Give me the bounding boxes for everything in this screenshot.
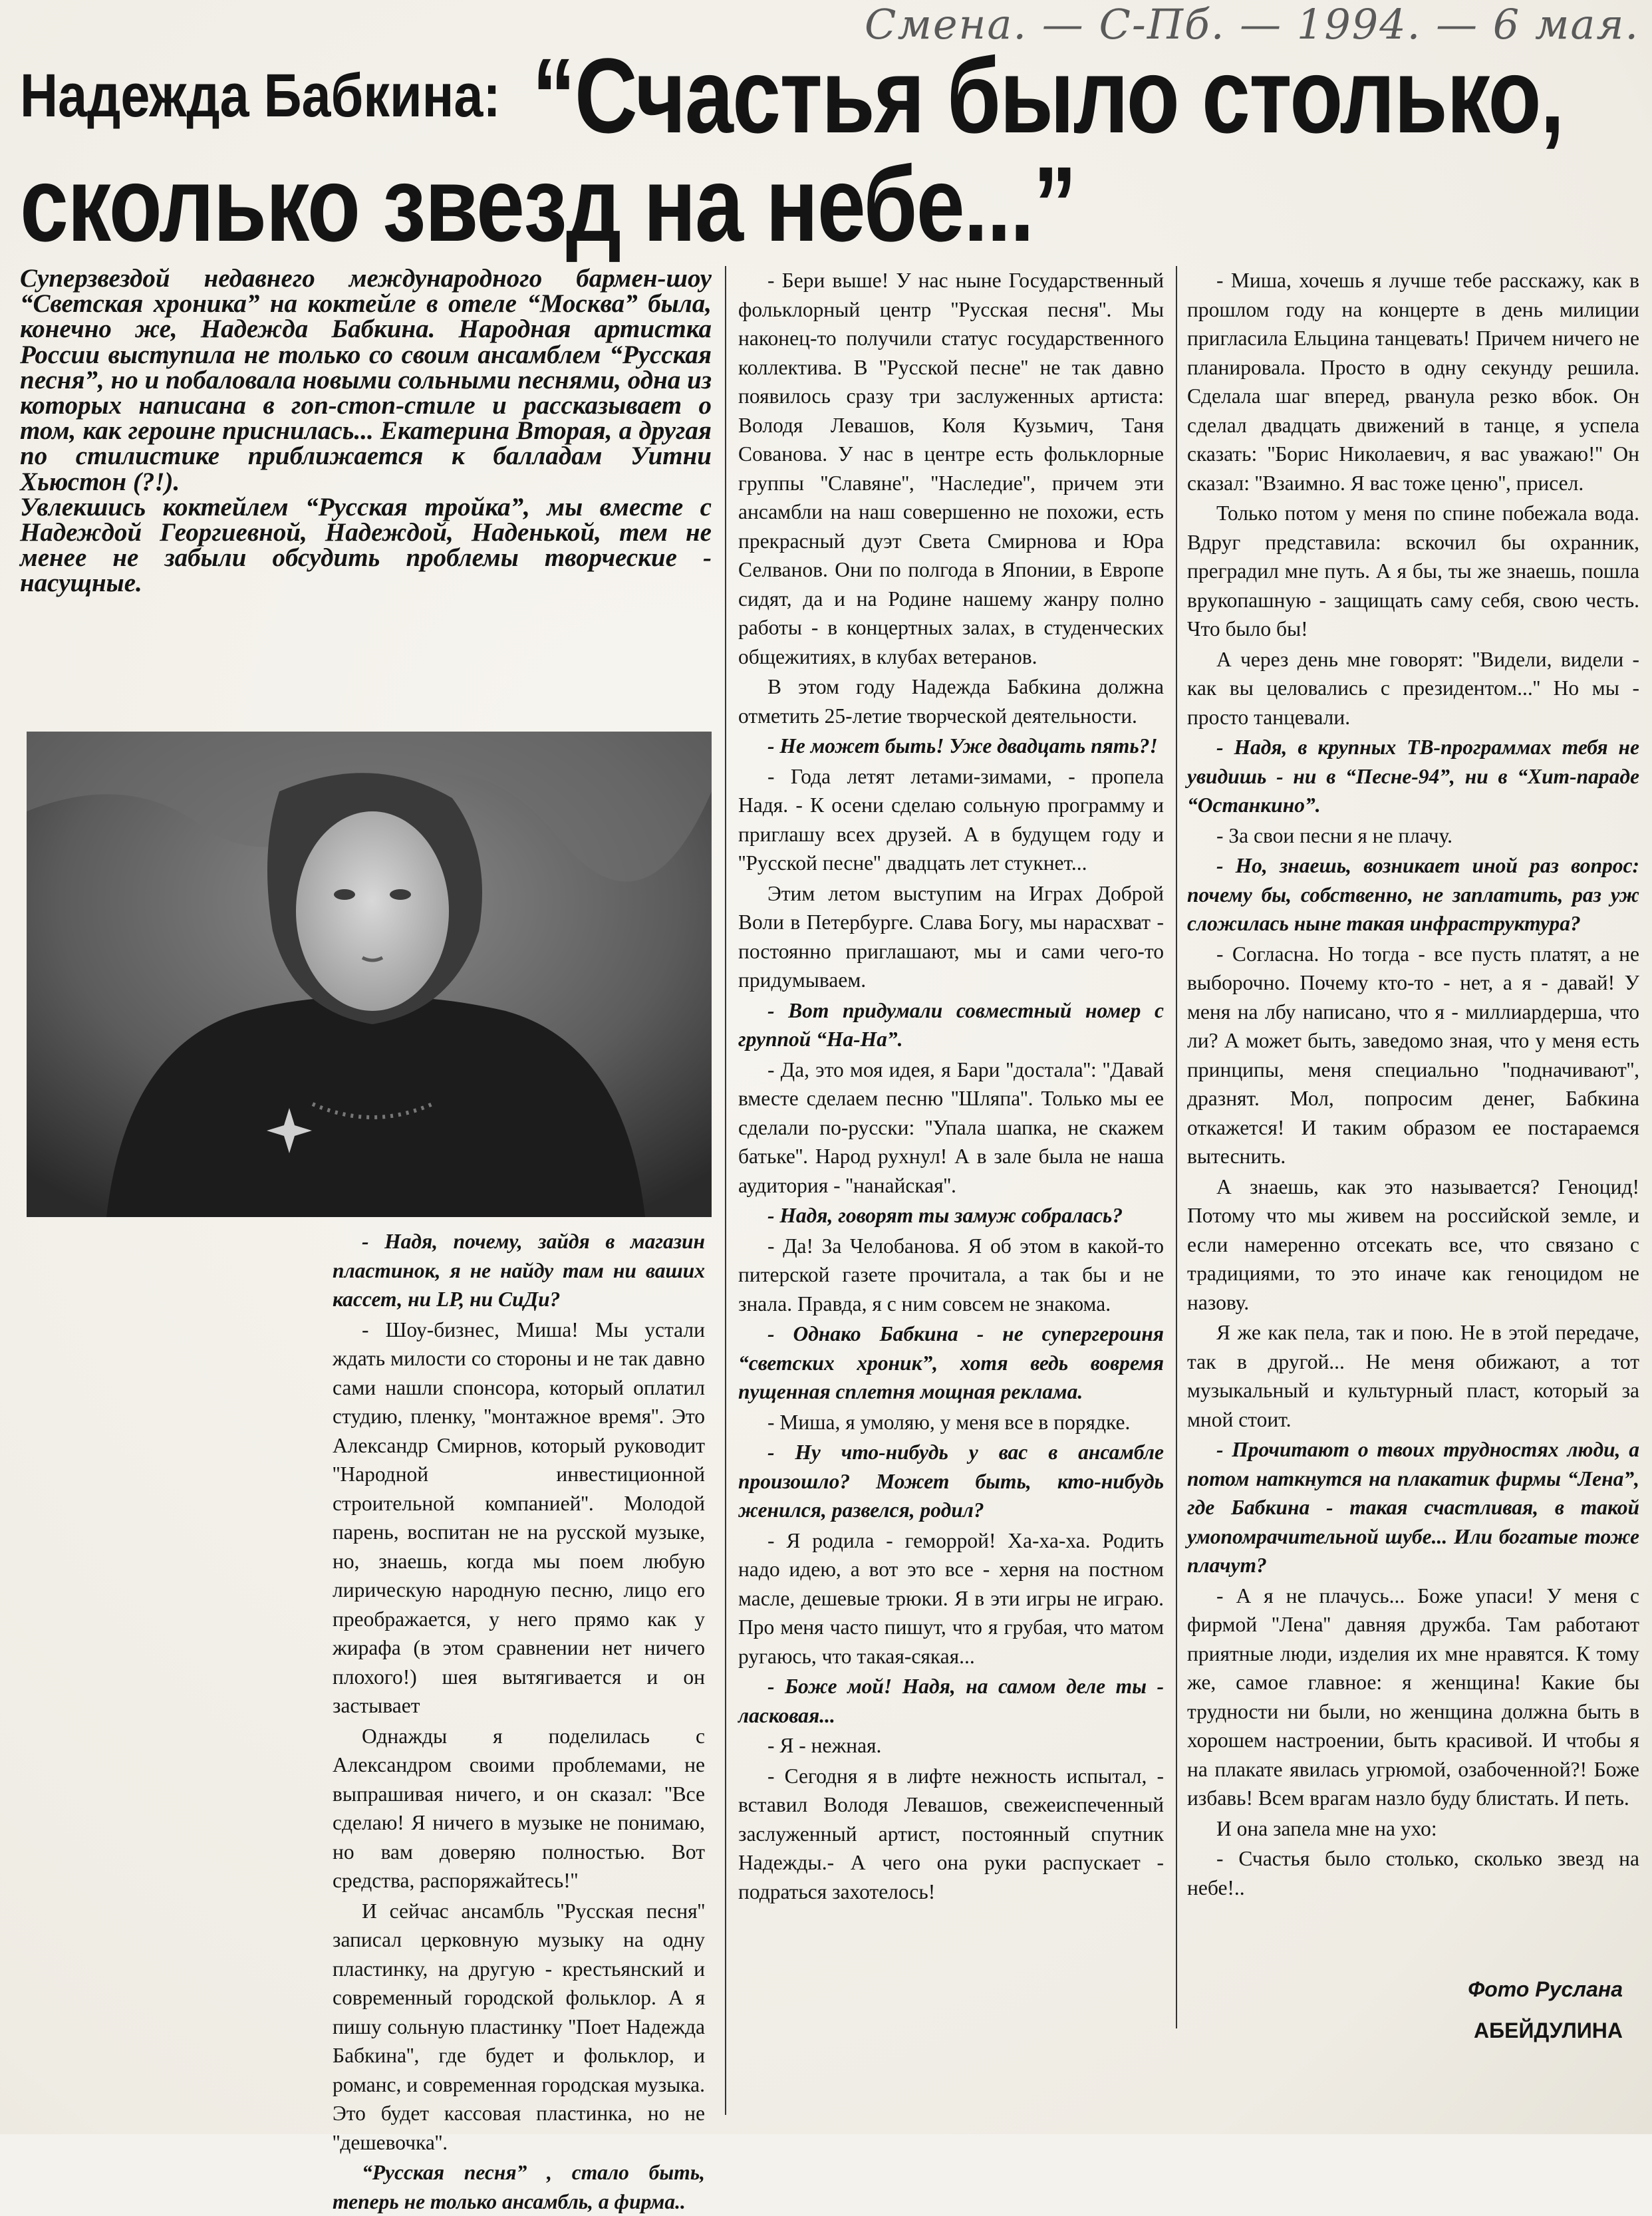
column-divider-1 — [725, 266, 726, 2115]
answer-paragraph: - Я - нежная. — [767, 1734, 882, 1757]
answer-paragraph: - А я не плачусь... Боже упаси! У меня с фирмой ''Лена'' давняя дружба. Там работают приятные люди, изделия их мне нравятся. К тому же, самое главное: я женщина! Какие бы трудности ни были, но женщина должна быть в хорошем настроении, быть красивой. И чтобы я на плакате явилась угрюмой, озабоченной?! Боже избавь! Всем врагам назло буду блистать. И петь. — [1187, 1584, 1639, 1810]
portrait-photo — [27, 732, 712, 1217]
lead-text-2: Увлекшись коктейлем “Русская тройка”, мы вместе с Надеждой Георгиевной, Надеждой, Наденькой, тем не менее не забыли обсудить проблемы творческие - насущные. — [20, 492, 712, 598]
column-divider-2 — [1176, 266, 1177, 2028]
answer-paragraph: - Сегодня я в лифте нежность испытал, - вставил Володя Левашов, свежеиспеченный заслуженный артист, постоянный спутник Надежды.- А чего она руки распускает - подраться захотелось! — [738, 1764, 1164, 1903]
article-column-3 — [1187, 266, 1639, 2028]
answer-paragraph: А через день мне говорят: ''Видели, видели - как вы целовались с президентом...'' Но мы - просто танцевали. — [1187, 647, 1639, 729]
answer-paragraph: - Шоу-бизнес, Миша! Мы устали ждать милости со стороны и не так давно сами нашли спонсора, который оплатил студию, пленку, ''монтажное время''. Это Александр Смирнов, который руководит ''Народной инвестиционной строительной компанией''. Молодой парень, воспитан не на русской музыке, но, знаешь, когда мы поем любую лирическую народную песню, лицо его преображается, у него прямо как у жирафа (в этом сравнении нет ничего плохого!) шея вытягивается и он застывает — [333, 1317, 705, 1717]
answer-paragraph: И она запела мне на ухо: — [1216, 1816, 1437, 1840]
answer-paragraph: - Бери выше! У нас ныне Государственный фольклорный центр ''Русская песня''. Мы наконец-то получили статус государственного коллектива. В ''Русской песне'' не так давно появилось сразу три заслуженных артиста: Володя Левашов, Коля Кузьмич, Таня Сованова. У нас в центре есть фольклорные группы ''Славяне'', ''Наследие'', причем эти ансамбли на наш совершенно не похожи, есть прекрасный дуэт Света Смирнова и Юра Селванов. Они по полгода в Японии, в Европе сидят, да и на Родине нашему жанру полно работы - в концертных залах, в студенческих общежитиях, в клубах ветеранов. — [738, 269, 1164, 668]
lead-text-1: Суперзвездой недавнего международного бармен-шоу “Светская хроника” на коктейле в отеле “Москва” была, конечно же, Надежда Бабкина. Народная артистка России выступила не только со своим ансамблем “Русская песня”, но и побаловала новыми сольными песнями, одна из которых написана в гоп-стоп-стиле и рассказывает о том, как героине приснилась... Екатерина Вторая, а другая по стилистике приближается к балладам Уитни Хьюстон (?!). — [20, 264, 712, 496]
headline-quote-part-1: “Счастья было столько, — [532, 36, 1564, 155]
headline-name: Надежда Бабкина: — [20, 62, 501, 130]
article-column-2 — [738, 266, 1164, 2115]
answer-paragraph: - Я родила - геморрой! Ха-ха-ха. Родить надо идею, а вот это все - херня на постном масле, дешевые трюки. Я в эти игры не играю. Про меня часто пишут, что я грубая, что матом ругаюсь, что такая-сякая... — [738, 1528, 1164, 1668]
article-column-1 — [333, 1227, 705, 2213]
answer-paragraph: - Да, это моя идея, я Бари ''достала'': ''Давай вместе сделаем песню ''Шляпа''. Только мы ее сделали по-русски: ''Упала шапка, не скажем батьке''. Народ рухнул! А в зале была не наша аудитория - ''нанайская''. — [738, 1057, 1164, 1197]
headline-line-2: сколько звезд на небе...” — [20, 144, 1076, 263]
portrait-photo-image — [27, 732, 712, 1217]
headline-line-1 — [20, 27, 1636, 155]
answer-paragraph: - Миша, хочешь я лучше тебе расскажу, как в прошлом году на концерте в день милиции пригласила Ельцина танцевать! Причем ничего не планировала. Просто в одну секунду решила. Сделала шаг вперед, рванула резко вбок. Он сделал двадцать движений в танце, я успела сказать: ''Борис Николаевич, я вас уважаю!'' Он сказал: ''Взаимно. Я вас тоже ценю'', присел. — [1187, 269, 1639, 495]
interviewer-question: - Не может быть! Уже двадцать пять?! — [767, 734, 1158, 758]
interviewer-question: “Русская песня” , стало быть, теперь не только ансамбль, а фирма.. — [333, 2161, 705, 2213]
answer-paragraph: Только потом у меня по спине побежала вода. Вдруг представила: вскочил бы охранник, преградил мне путь. А я бы, ты же знаешь, пошла врукопашную - защищать саму себя, свою честь. Что было бы! — [1187, 501, 1639, 640]
photo-credit — [1370, 1969, 1623, 2055]
answer-paragraph: Я же как пела, так и пою. Не в этой передаче, так в другой... Не меня обижают, а тот музыкальный и культурный пласт, который за мной стоит. — [1187, 1321, 1639, 1431]
photo-credit-line-1: Фото Руслана — [1468, 1977, 1623, 2001]
interviewer-question: - Вот придумали совместный номер с группой “На-На”. — [738, 998, 1164, 1051]
answer-paragraph: Однажды я поделилась с Александром своими проблемами, не выпрашивая ничего, и он сказал: ''Все сделаю! Я ничего в музыке не понимаю, но вам доверяю полностью. Вот средства, распоряжайтесь!'' — [333, 1724, 705, 1892]
interviewer-question: - Однако Бабкина - не супергероиня “светских хроник”, хотя ведь вовремя пущенная сплетня мощная реклама. — [738, 1322, 1164, 1403]
answer-paragraph: Этим летом выступим на Играх Доброй Воли в Петербурге. Слава Богу, мы нарасхват - постоянно приглашают, мы и сами чего-то придумываем. — [738, 881, 1164, 992]
interviewer-question: - Прочитают о твоих трудностях люди, а потом наткнутся на плакатик фирмы “Лена”, где Бабкина - такая счастливая, в такой умопомрачительной шубе... Или богатые тоже плачут? — [1187, 1438, 1639, 1577]
answer-paragraph: И сейчас ансамбль ''Русская песня'' записал церковную музыку на одну пластинку, на другую - крестьянский и современный городской фольклор. А я пишу сольную пластинку ''Поет Надежда Бабкина'', где будет и фольклор, и романс, и современная городская музыка. Это будет кассовая пластинка, но не ''дешевочка''. — [333, 1899, 705, 2154]
interviewer-question: - Боже мой! Надя, на самом деле ты - ласковая... — [738, 1675, 1164, 1727]
answer-paragraph: - Согласна. Но тогда - все пусть платят, а не выборочно. Почему кто-то - нет, а я - давай! У меня на лбу написано, что я - миллиардерша, что ли? А может быть, заведомо зная, что у меня есть принципы, меня специально ''подначивают'', дразнят. Мол, попросим денег, Бабкина откажется! И таким образом ее постараемся вытеснить. — [1187, 942, 1639, 1168]
interviewer-question: - Надя, в крупных ТВ-программах тебя не увидишь - ни в “Песне-94”, ни в “Хит-параде “Останкино”. — [1187, 736, 1639, 817]
answer-paragraph: В этом году Надежда Бабкина должна отметить 25-летие творческой деятельности. — [738, 675, 1164, 728]
answer-paragraph: - Да! За Челобанова. Я об этом в какой-то питерской газете прочитала, а так бы и не знала. Правда, я с ним совсем не знакома. — [738, 1234, 1164, 1316]
interviewer-question: - Надя, почему, зайдя в магазин пластинок, я не найду там ни ваших кассет, ни LP, ни СиДи? — [333, 1230, 705, 1311]
answer-paragraph: - За свои песни я не плачу. — [1216, 823, 1453, 847]
answer-paragraph: - Миша, я умоляю, у меня все в порядке. — [767, 1410, 1131, 1434]
interviewer-question: - Ну что-нибудь у вас в ансамбле произошло? Может быть, кто-нибудь женился, развелся, родил? — [738, 1441, 1164, 1522]
lead-paragraph — [20, 266, 712, 725]
photo-credit-line-2: АБЕЙДУЛИНА — [1474, 2018, 1623, 2042]
handwritten-source-note: Смена. — С-Пб. — 1994. — 6 мая. — [865, 0, 1640, 49]
interviewer-question: - Надя, говорят ты замуж собралась? — [767, 1204, 1123, 1227]
answer-paragraph: - Счастья было столько, сколько звезд на небе!.. — [1187, 1847, 1639, 1899]
interviewer-question: - Но, знаешь, возникает иной раз вопрос: почему бы, собственно, не заплатить, раз уж сложилась ныне такая инфраструктура? — [1187, 854, 1639, 935]
answer-paragraph: А знаешь, как это называется? Геноцид! Потому что мы живем на российской земле, и если намеренно отсекать все, что связано с традициями, то это иначе как геноцидом не назову. — [1187, 1175, 1639, 1314]
answer-paragraph: - Года летят летами-зимами, - пропела Надя. - К осени сделаю сольную программу и приглашу всех друзей. А в будущем году и ''Русской песне'' двадцать лет стукнет... — [738, 764, 1164, 875]
